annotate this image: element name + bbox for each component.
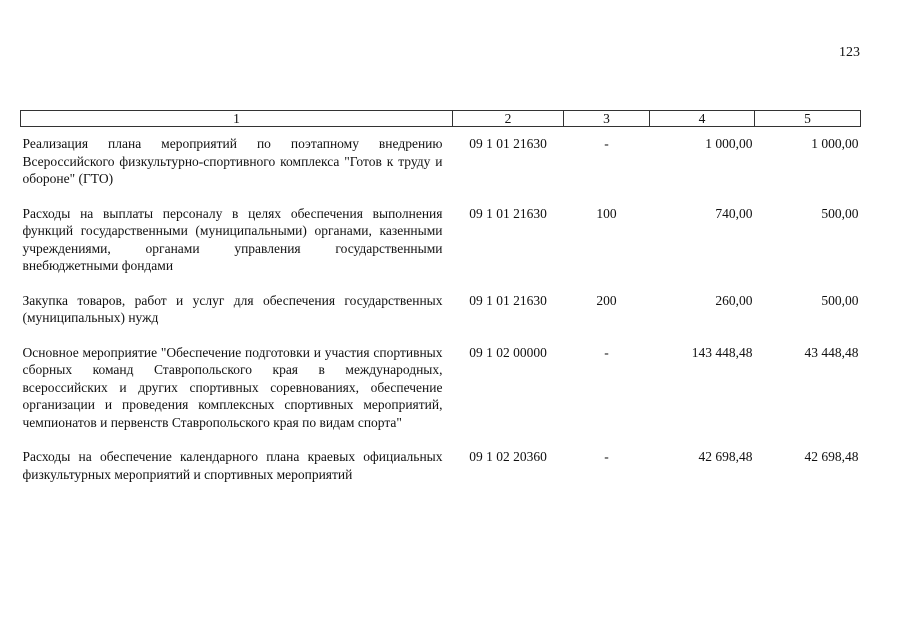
row-expense-type: - (604, 136, 609, 151)
row-sum-year-2: 1 000,00 (811, 136, 859, 151)
header-col-5: 5 (755, 111, 861, 127)
row-sum-year-2: 42 698,48 (804, 449, 859, 464)
table-row (21, 205, 861, 275)
row-code: 09 1 02 20360 (469, 449, 547, 464)
row-code: 09 1 02 00000 (469, 344, 547, 360)
table-row (21, 292, 861, 327)
table-row (21, 344, 861, 432)
row-sum-year-1: 143 448,48 (691, 344, 753, 360)
row-name: Закупка товаров, работ и услуг для обеспечения государственных (муниципальных) нужд (22, 292, 443, 325)
header-col-4: 4 (650, 111, 755, 127)
header-col-2: 2 (453, 111, 564, 127)
row-name: Расходы на выплаты персоналу в целях обеспечения выполнения функций государственными (муниципальными) органами, казенными учреждениями, органами управления государственными внебюджетными фондами (22, 205, 443, 273)
row-name: Реализация плана мероприятий по поэтапному внедрению Всероссийского физкультурно-спортивного комплекса "Готов к труду и обороне" (ГТО) (22, 136, 443, 186)
row-code: 09 1 01 21630 (469, 205, 547, 221)
row-code: 09 1 01 21630 (469, 292, 547, 308)
row-code: 09 1 01 21630 (469, 136, 547, 151)
row-name: Расходы на обеспечение календарного плана краевых официальных физкультурных мероприятий и спортивных мероприятий (22, 449, 443, 482)
row-name: Основное мероприятие "Обеспечение подготовки и участия спортивных сборных команд Ставропольского края в международных, всероссийских и других спортивных соревнованиях, обеспечение организации и проведения комплексных спортивных мероприятий, чемпионатов и первенств Ставропольского края по видам спорта" (22, 344, 443, 430)
table-header (21, 111, 861, 127)
row-sum-year-2: 500,00 (821, 292, 859, 308)
row-sum-year-1: 42 698,48 (698, 449, 753, 464)
table-body (21, 127, 861, 484)
table-row (21, 448, 861, 483)
header-col-3: 3 (564, 111, 650, 127)
header-row (21, 111, 861, 127)
page-number: 123 (839, 45, 860, 60)
row-sum-year-1: 1 000,00 (705, 136, 753, 151)
row-expense-type: 200 (596, 292, 617, 308)
row-expense-type: - (604, 344, 609, 360)
row-sum-year-1: 740,00 (715, 205, 753, 221)
header-col-1: 1 (21, 111, 453, 127)
row-expense-type: 100 (596, 205, 617, 221)
row-sum-year-1: 260,00 (715, 292, 753, 308)
budget-table (20, 110, 861, 483)
row-sum-year-2: 43 448,48 (804, 344, 859, 360)
table-row (21, 135, 861, 188)
row-sum-year-2: 500,00 (821, 205, 859, 221)
row-expense-type: - (604, 449, 609, 464)
